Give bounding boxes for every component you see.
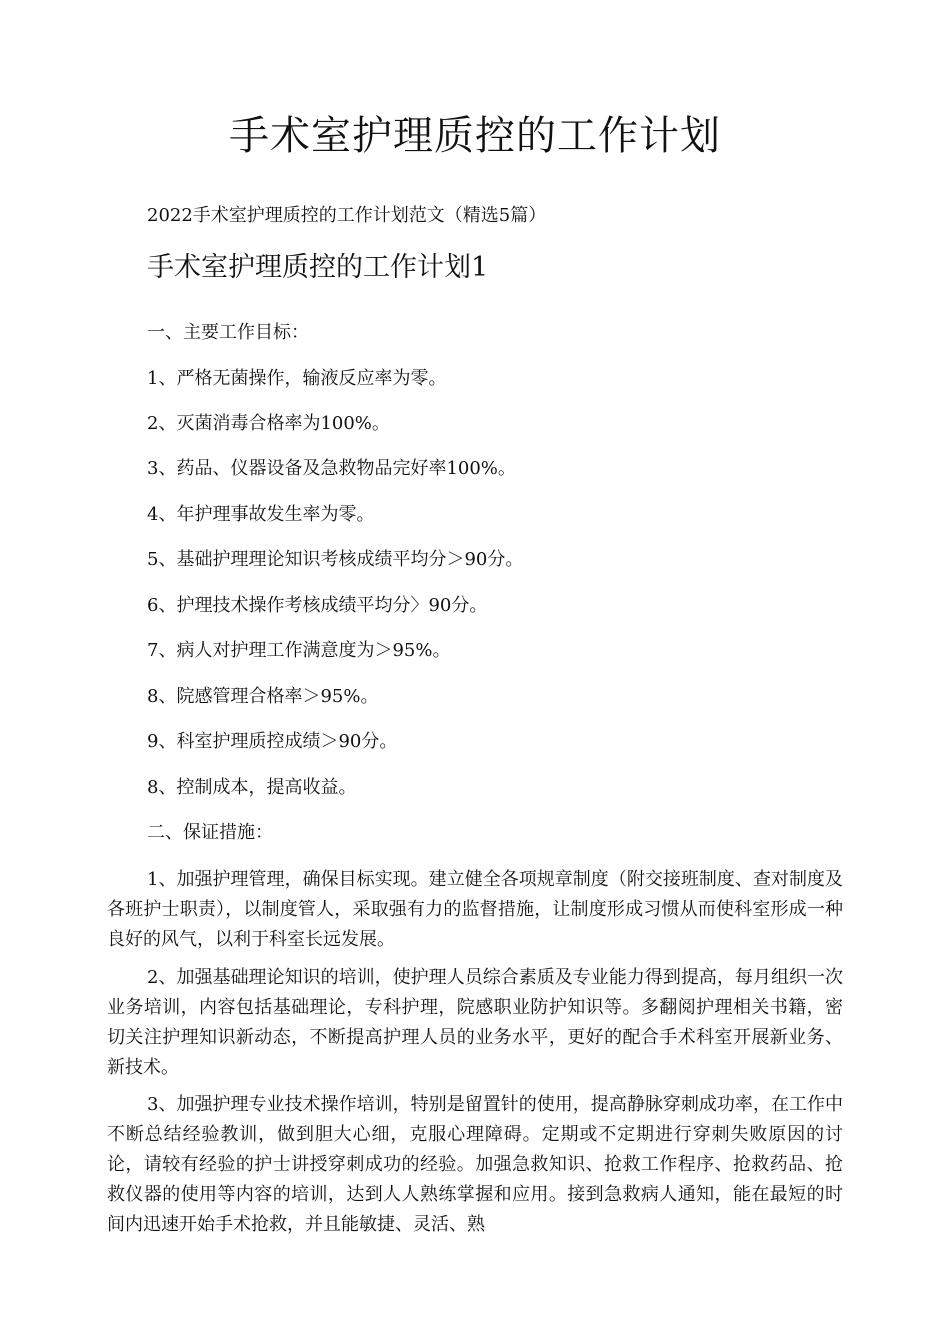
goals-heading: 一、主要工作目标： xyxy=(147,322,309,343)
measure-paragraph: 3、加强护理专业技术操作培训，特别是留置针的使用，提高静脉穿刺成功率，在工作中不断总结经验教训，做到胆大心细，克服心理障碍。定期或不定期进行穿刺失败原因的讨论，请较有经验的护士讲授穿刺成功的经验。加强急救知识、抢救工作程序、抢救药品、抢救仪器的使用等内容的培训，达到人人熟练掌握和应用。接到急救病人通知，能在最短的时间内迅速开始手术抢救，并且能敏捷、灵活、熟 xyxy=(107,1094,843,1235)
section-heading: 手术室护理质控的工作计划1 xyxy=(147,252,489,283)
measures-heading: 二、保证措施： xyxy=(147,822,273,843)
goal-item: 1、严格无菌操作，输液反应率为零。 xyxy=(147,368,447,389)
goal-item: 5、基础护理理论知识考核成绩平均分＞90分。 xyxy=(147,549,524,570)
goal-item: 9、科室护理质控成绩＞90分。 xyxy=(147,731,398,752)
goal-item: 4、年护理事故发生率为零。 xyxy=(147,504,375,525)
measure-paragraph: 2、加强基础理论知识的培训，使护理人员综合素质及专业能力得到提高，每月组织一次业务培训，内容包括基础理论，专科护理，院感职业防护知识等。多翻阅护理相关书籍，密切关注护理知识新动态，不断提高护理人员的业务水平，更好的配合手术科室开展新业务、新技术。 xyxy=(107,967,843,1078)
goal-item: 7、病人对护理工作满意度为＞95%。 xyxy=(147,640,451,661)
goal-item: 8、院感管理合格率＞95%。 xyxy=(147,686,379,707)
goal-item: 2、灭菌消毒合格率为100%。 xyxy=(147,413,390,434)
goal-item: 3、药品、仪器设备及急救物品完好率100%。 xyxy=(147,458,516,479)
measure-paragraph: 1、加强护理管理，确保目标实现。建立健全各项规章制度（附交接班制度、查对制度及各班护士职责），以制度管人，采取强有力的监督措施，让制度形成习惯从而使科室形成一种良好的风气，以利于科室长远发展。 xyxy=(107,869,843,950)
goal-item: 8、控制成本，提高收益。 xyxy=(147,777,357,798)
goal-item: 6、护理技术操作考核成绩平均分〉90分。 xyxy=(147,595,488,616)
document-title: 手术室护理质控的工作计划 xyxy=(229,113,721,159)
document-subtitle: 2022手术室护理质控的工作计划范文（精选5篇） xyxy=(147,205,547,226)
